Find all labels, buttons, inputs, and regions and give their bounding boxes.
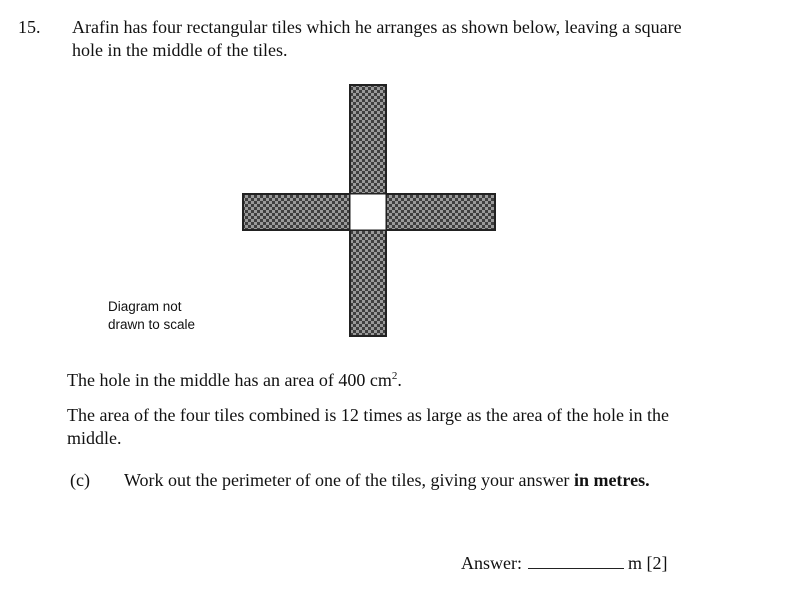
tile-right — [386, 194, 495, 230]
diagram-scale-note — [108, 298, 195, 334]
hole-area-text: The hole in the middle has an area of 400 cm — [67, 370, 392, 390]
tile-bottom — [350, 230, 386, 336]
answer-label: Answer: — [461, 553, 522, 573]
part-c-text: Work out the perimeter of one of the tiles, giving your answer — [124, 470, 574, 490]
marks: [2] — [646, 553, 668, 573]
part-c-question — [124, 469, 684, 492]
hole-area-statement — [67, 365, 402, 392]
hole-area-period: . — [397, 370, 402, 390]
diagram-note-line-2: drawn to scale — [108, 317, 196, 332]
answer-blank[interactable] — [528, 552, 624, 569]
answer-line — [461, 552, 668, 575]
answer-unit: m — [628, 553, 643, 573]
part-c-label: (c) — [70, 470, 90, 490]
diagram-note-line-1: Diagram not — [108, 299, 182, 314]
part-c-bold-text: in metres. — [573, 470, 650, 490]
tile-left — [243, 194, 350, 230]
question-number: 15. — [18, 17, 41, 37]
question-intro: Arafin has four rectangular tiles which he arranges as shown below, leaving a square hole in the middle of the tiles. — [72, 17, 682, 60]
tile-cross-diagram — [236, 84, 502, 342]
square-hole — [350, 194, 386, 230]
hole-area-superscript: 2 — [391, 370, 398, 382]
combined-area-statement: The area of the four tiles combined is 12 times as large as the area of the hole in the middle. — [67, 405, 669, 448]
tile-top — [350, 85, 386, 194]
